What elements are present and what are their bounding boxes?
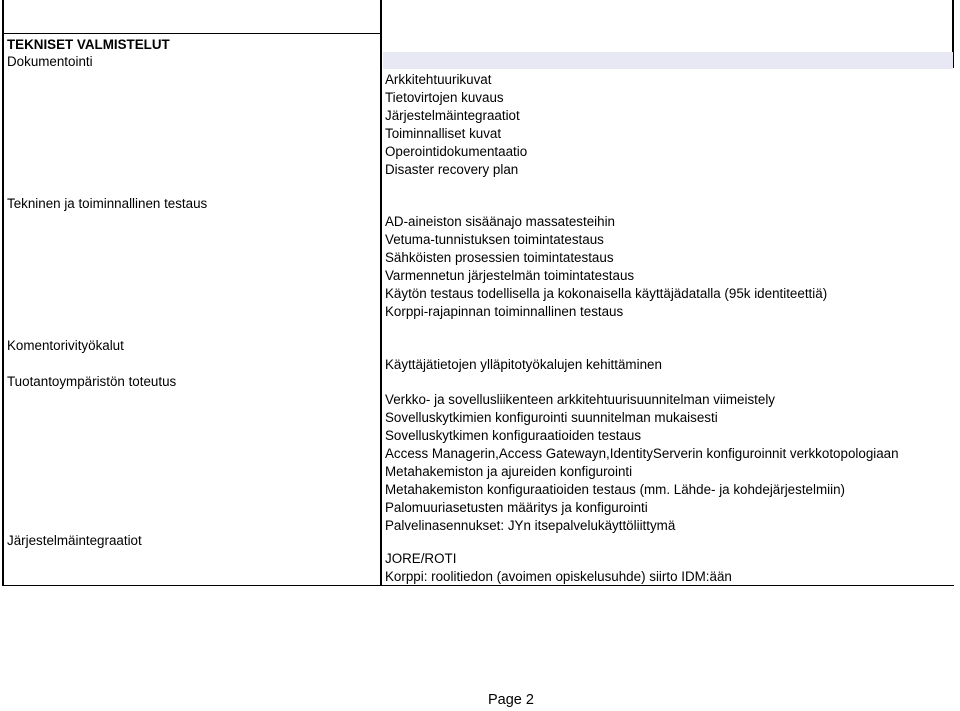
list-item: Käyttäjätietojen ylläpitotyökalujen kehittäminen [385, 357, 662, 372]
section-label-integraatiot: Järjestelmäintegraatiot [7, 533, 142, 548]
grid-line-left [2, 0, 4, 586]
section-label-tuotanto: Tuotantoympäristön toteutus [7, 374, 177, 389]
list-item: JORE/ROTI [385, 551, 457, 566]
list-item: Tietovirtojen kuvaus [385, 90, 504, 105]
list-item: Disaster recovery plan [385, 162, 519, 177]
row-band [383, 52, 953, 69]
list-item: Verkko- ja sovellusliikenteen arkkitehtuurisuunnitelman viimeistely [385, 392, 775, 407]
list-item: Käytön testaus todellisella ja kokonaisella käyttäjädatalla (95k identiteettiä) [385, 286, 828, 301]
list-item: Sovelluskytkimen konfiguraatioiden testaus [385, 428, 642, 443]
list-item: Varmennetun järjestelmän toimintatestaus [385, 268, 635, 283]
list-item: Korppi: roolitiedon (avoimen opiskelusuhde) siirto IDM:ään [385, 569, 732, 584]
sheet-heading: TEKNISET VALMISTELUT [7, 37, 170, 52]
section-label-dokumentointi: Dokumentointi [7, 54, 93, 69]
list-item: Palvelinasennukset: JYn itsepalvelukäyttöliittymä [385, 518, 676, 533]
grid-line-top [2, 33, 382, 34]
list-item: Metahakemiston ja ajureiden konfigurointi [385, 464, 633, 479]
grid-line-middle [380, 0, 382, 586]
section-label-testaus: Tekninen ja toiminnallinen testaus [7, 196, 208, 211]
list-item: Toiminnalliset kuvat [385, 126, 502, 141]
list-item: Korppi-rajapinnan toiminnallinen testaus [385, 304, 624, 319]
list-item: Järjestelmäintegraatiot [385, 108, 520, 123]
list-item: Vetuma-tunnistuksen toimintatestaus [385, 232, 604, 247]
list-item: Arkkitehtuurikuvat [385, 72, 492, 87]
list-item: AD-aineiston sisäänajo massatesteihin [385, 214, 615, 229]
page-number: Page 2 [488, 692, 534, 708]
list-item: Metahakemiston konfiguraatioiden testaus (mm. Lähde- ja kohdejärjestelmiin) [385, 482, 845, 497]
section-label-komentorivi: Komentorivityökalut [7, 338, 124, 353]
list-item: Access Managerin,Access Gatewayn,IdentityServerin konfiguroinnit verkkotopologiaan [385, 446, 899, 461]
list-item: Sähköisten prosessien toimintatestaus [385, 250, 614, 265]
list-item: Operointidokumentaatio [385, 144, 528, 159]
list-item: Palomuuriasetusten määritys ja konfigurointi [385, 500, 648, 515]
list-item: Sovelluskytkimien konfigurointi suunnitelman mukaisesti [385, 410, 718, 425]
